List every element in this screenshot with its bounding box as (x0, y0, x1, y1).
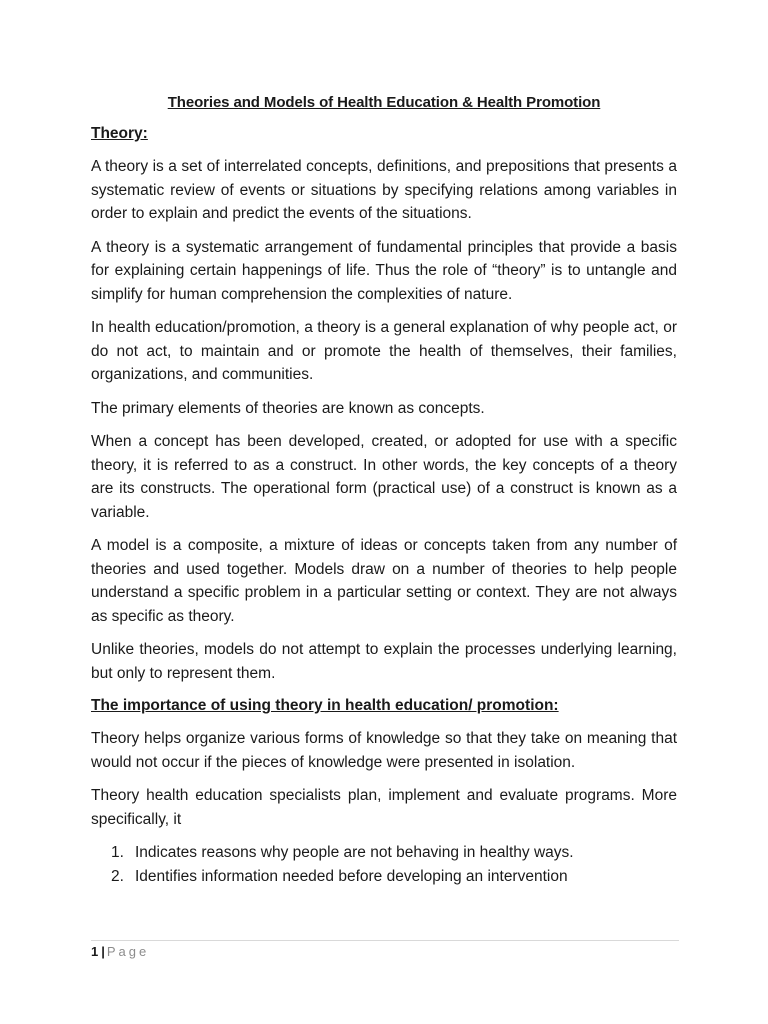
paragraph-models-vs-theories: Unlike theories, models do not attempt to explain the processes underlying learning, but only to represent them. (91, 641, 677, 682)
section-heading-importance: The importance of using theory in health education/ promotion: (91, 697, 559, 714)
paragraph-organize-knowledge: Theory helps organize various forms of knowledge so that they take on meaning that would not occur if the pieces of knowledge were presented in isolation. (91, 730, 677, 771)
paragraph-specialists: Theory health education specialists plan, implement and evaluate programs. More specifically, it (91, 787, 677, 828)
footer-divider (91, 940, 679, 941)
paragraph-model: A model is a composite, a mixture of ideas or concepts taken from any number of theories and used together. Models draw on a number of theories to help people understand a specific problem in a particular setting or context. They are not always as specific as theory. (91, 537, 677, 625)
page-number: 1 (91, 944, 99, 959)
list-item (91, 841, 677, 865)
document-title: Theories and Models of Health Education & Health Promotion (167, 94, 601, 111)
paragraph-theory-definition: A theory is a set of interrelated concepts, definitions, and prepositions that presents a systematic review of events or situations by specifying relations among variables in order to explain and predict the events of the situations. (91, 158, 677, 222)
document-body (91, 93, 677, 888)
list-item-text: Indicates reasons why people are not behaving in healthy ways. (135, 844, 574, 861)
page-label: Page (106, 944, 150, 959)
paragraph-concepts: The primary elements of theories are known as concepts. (91, 399, 485, 417)
numbered-list (91, 841, 677, 888)
list-item-number: 2. (111, 867, 124, 885)
footer-separator: | (101, 944, 105, 959)
section-heading-theory: Theory: (91, 125, 148, 142)
list-item-text: Identifies information needed before developing an intervention (135, 867, 568, 885)
list-item (91, 865, 677, 889)
page-footer (91, 943, 149, 961)
paragraph-theory-arrangement: A theory is a systematic arrangement of fundamental principles that provide a basis for explaining certain happenings of life. Thus the role of “theory” is to untangle and simplify for human comprehension the complexities of nature. (91, 238, 677, 303)
paragraph-theory-health: In health education/promotion, a theory is a general explanation of why people act, or do not act, to maintain and or promote the health of themselves, their families, organizations, and communities. (91, 319, 677, 383)
list-item-number: 1. (111, 844, 124, 861)
paragraph-construct: When a concept has been developed, created, or adopted for use with a specific theory, it is referred to as a construct. In other words, the key concepts of a theory are its constructs. The operational form (practical use) of a construct is known as a variable. (91, 433, 677, 521)
